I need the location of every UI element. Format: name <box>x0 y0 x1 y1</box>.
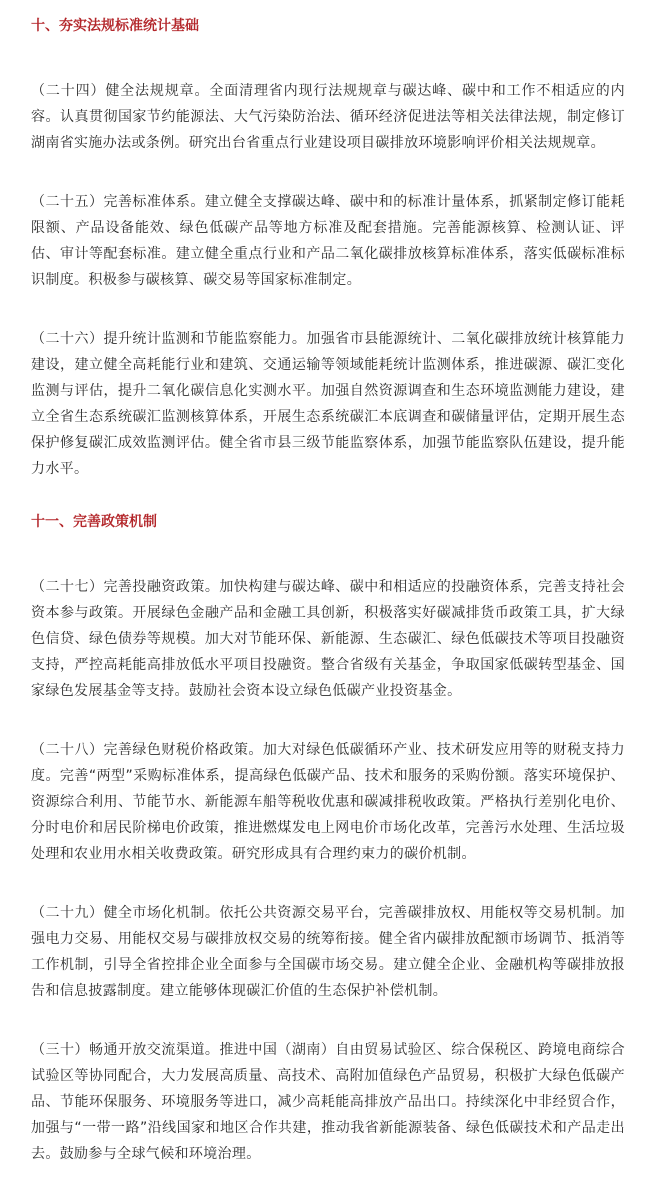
paragraph-25-standards: （二十五）完善标准体系。建立健全支撑碳达峰、碳中和的标准计量体系，抓紧制定修订能耗限额、产品设备能效、绿色低碳产品等地方标准及配套措施。完善能源核算、检测认证、评估、审计等配套标准。建立健全重点行业和产品二氧化碳排放核算标准体系，落实低碳标准标识制度。积极参与碳核算、碳交易等国家标准制定。 <box>31 194 625 288</box>
section-heading-11: 十一、完善政策机制 <box>31 514 157 530</box>
paragraph-26-statistics-monitoring: （二十六）提升统计监测和节能监察能力。加强省市县能源统计、二氧化碳排放统计核算能力建设，建立健全高耗能行业和建筑、交通运输等领域能耗统计监测体系，推进碳源、碳汇变化监测与评估，提升二氧化碳信息化实测水平。加强自然资源调查和生态环境监测能力建设，建立全省生态系统碳汇监测核算体系，开展生态系统碳汇本底调查和碳储量评估，定期开展生态保护修复碳汇成效监测评估。健全省市县三级节能监察体系，加强节能监察队伍建设，提升能力水平。 <box>31 331 625 477</box>
paragraph-27-investment-finance: （二十七）完善投融资政策。加快构建与碳达峰、碳中和相适应的投融资体系，完善支持社会资本参与政策。开展绿色金融产品和金融工具创新，积极落实好碳减排货币政策工具，扩大绿色信贷、绿色债券等规模。加大对节能环保、新能源、生态碳汇、绿色低碳技术等项目投融资支持，严控高耗能高排放低水平项目投融资。整合省级有关基金，争取国家低碳转型基金、国家绿色发展基金等支持。鼓励社会资本设立绿色低碳产业投资基金。 <box>31 579 625 699</box>
section-heading-10: 十、夯实法规标准统计基础 <box>31 18 199 34</box>
paragraph-29-market-mechanism: （二十九）健全市场化机制。依托公共资源交易平台，完善碳排放权、用能权等交易机制。加强电力交易、用能权交易与碳排放权交易的统筹衔接。健全省内碳排放配额市场调节、抵消等工作机制，引导全省控排企业全面参与全国碳市场交易。建立健全企业、金融机构等碳排放报告和信息披露制度。建立能够体现碳汇价值的生态保护补偿机制。 <box>31 905 625 999</box>
paragraph-28-fiscal-price: （二十八）完善绿色财税价格政策。加大对绿色低碳循环产业、技术研发应用等的财税支持力度。完善“两型”采购标准体系，提高绿色低碳产品、技术和服务的采购份额。落实环境保护、资源综合利用、节能节水、新能源车船等税收优惠和碳减排税收政策。严格执行差别化电价、分时电价和居民阶梯电价政策，推进燃煤发电上网电价市场化改革，完善污水处理、生活垃圾处理和农业用水相关收费政策。研究形成具有合理约束力的碳价机制。 <box>31 742 625 862</box>
paragraph-30-open-exchange: （三十）畅通开放交流渠道。推进中国（湖南）自由贸易试验区、综合保税区、跨境电商综合试验区等协同配合，大力发展高质量、高技术、高附加值绿色产品贸易，积极扩大绿色低碳产品、节能环保服务、环境服务等进口，减少高耗能高排放产品出口。持续深化中非经贸合作，加强与“一带一路”沿线国家和地区合作共建，推动我省新能源装备、绿色低碳技术和产品走出去。鼓励参与全球气候和环境治理。 <box>31 1042 625 1162</box>
paragraph-24-regulations: （二十四）健全法规规章。全面清理省内现行法规规章与碳达峰、碳中和工作不相适应的内容。认真贯彻国家节约能源法、大气污染防治法、循环经济促进法等相关法律法规，制定修订湖南省实施办法或条例。研究出台省重点行业建设项目碳排放环境影响评价相关法规规章。 <box>31 83 625 151</box>
